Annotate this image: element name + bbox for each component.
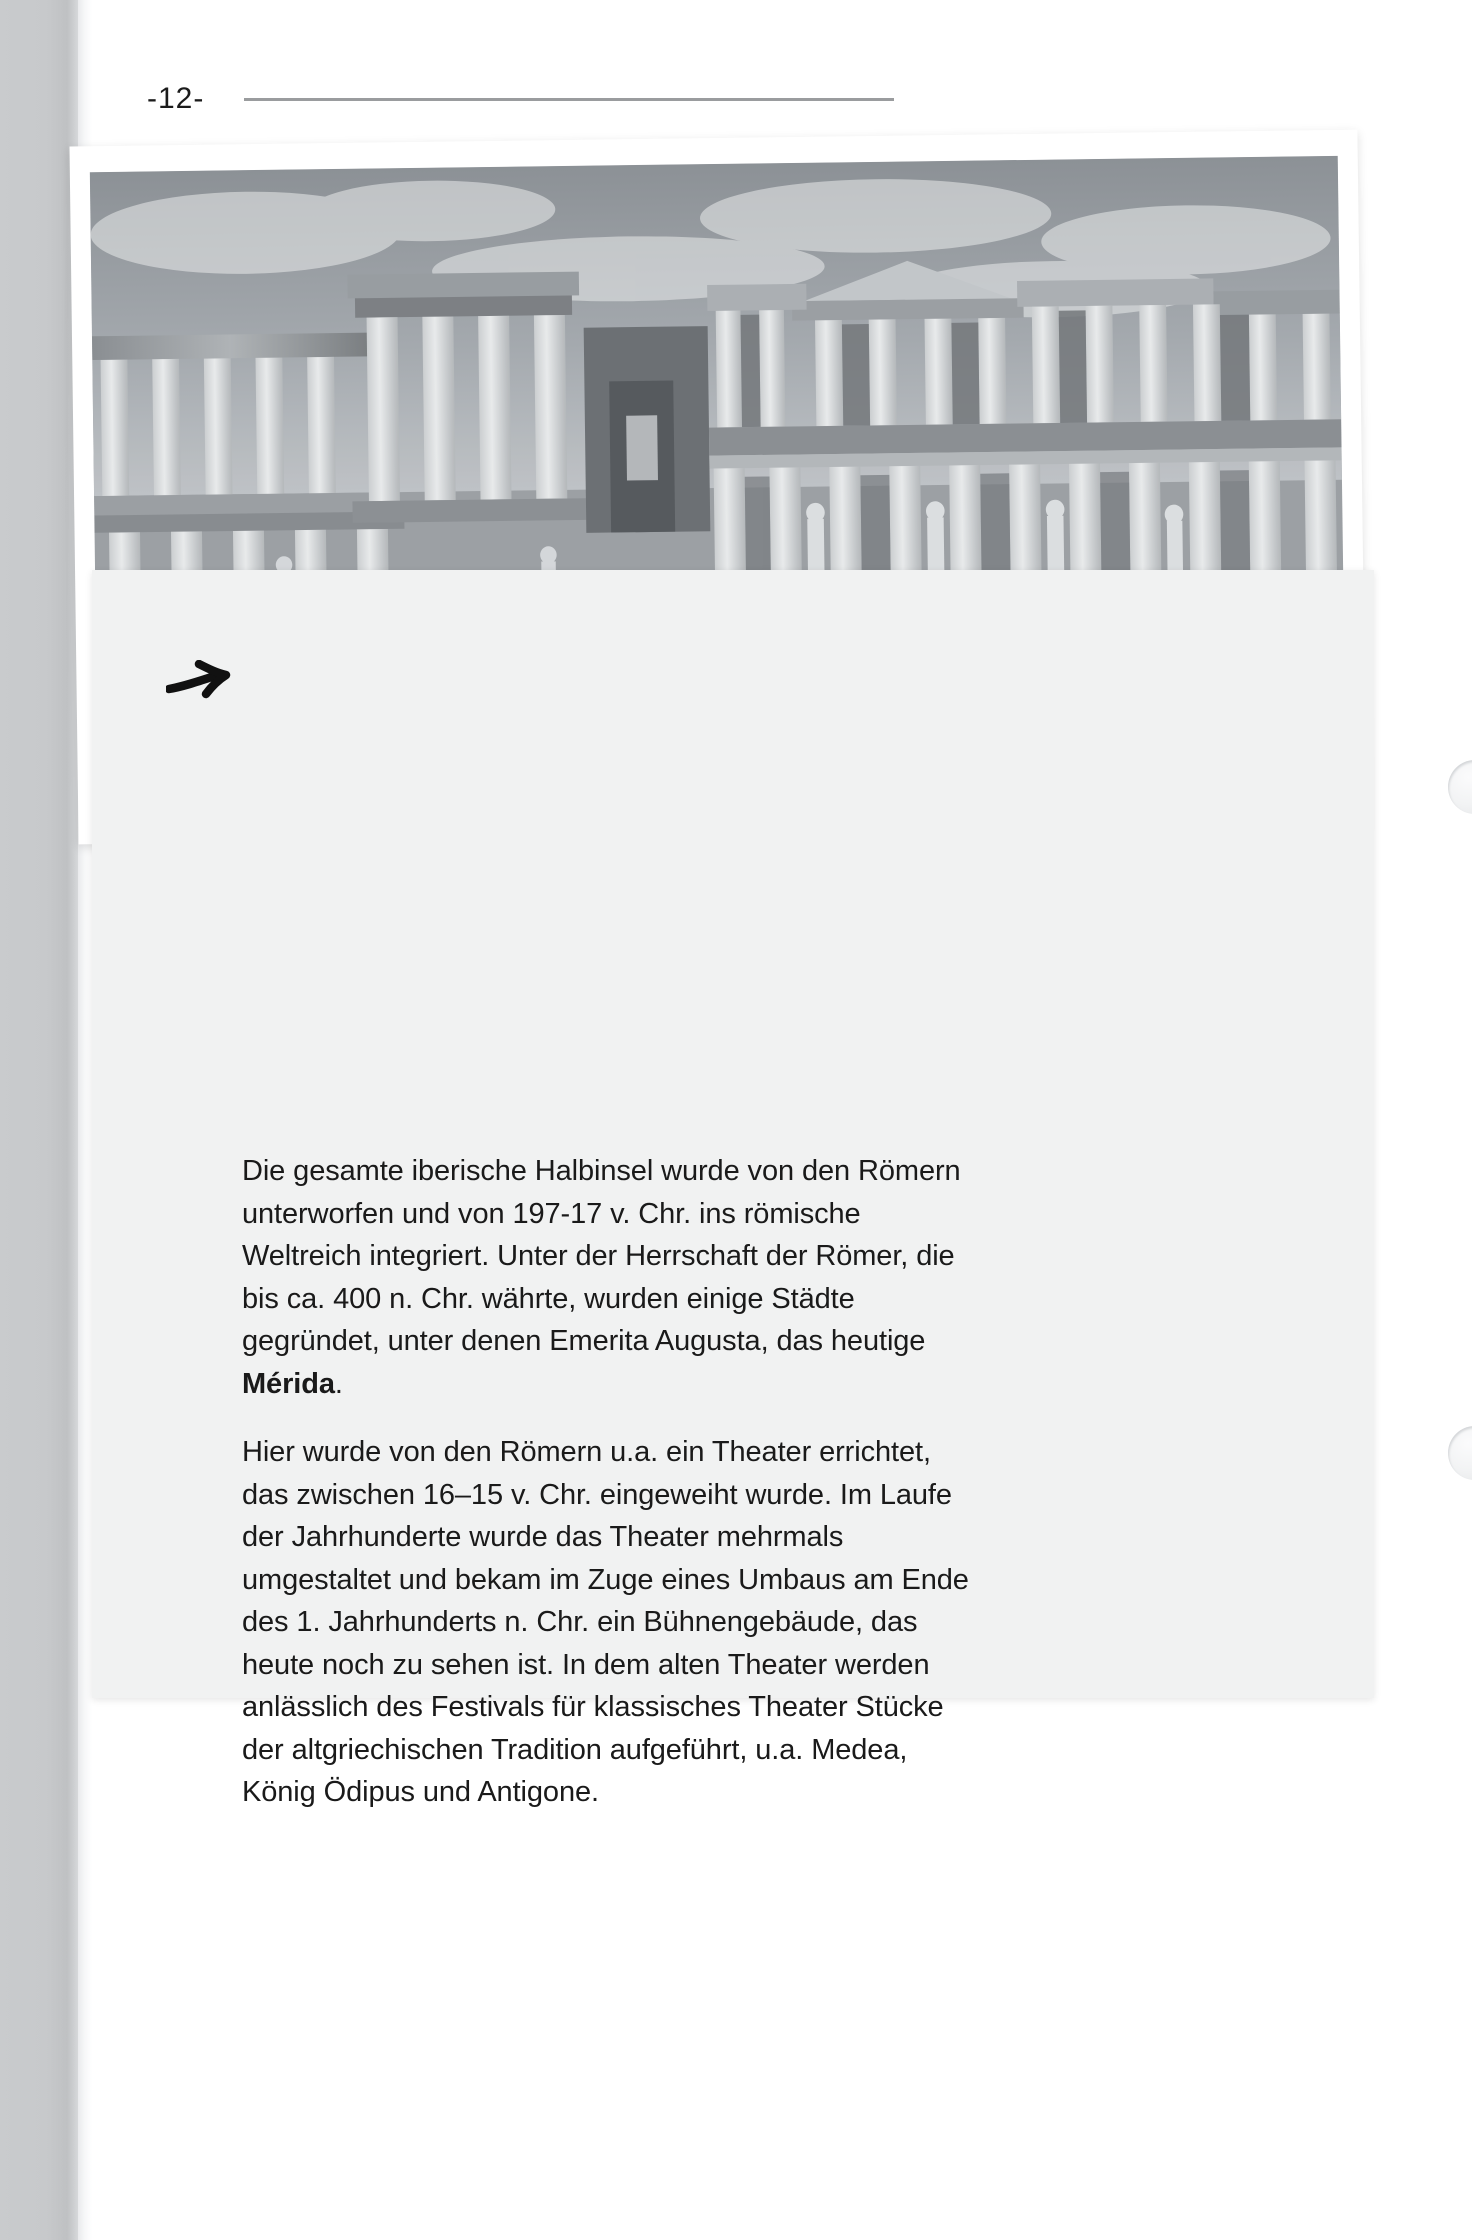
- text-run: .: [334, 1367, 343, 1400]
- text-run: Die gesamte iberische Halbinsel wurde von den Römern unterworfen und von 197-17 v. Chr. ins römische Weltreich integriert. Unter der Herrschaft der Römer, die bis ca. 400 n. Chr. währte, wurden einige Städte gegründet, unter denen Emerita Augusta, das heutige: [242, 1155, 961, 1357]
- page-number: -12-: [147, 82, 205, 115]
- arrow-right-glyph: [166, 660, 234, 700]
- ring-hole-bottom: [1448, 1426, 1472, 1480]
- header-rule: [244, 98, 894, 101]
- page-sheet: [92, 0, 1472, 2240]
- paragraph-1: [242, 1150, 972, 1405]
- binder-spine-strip: [0, 0, 78, 2240]
- emphasis-text: Mérida: [242, 1367, 335, 1400]
- page-header: [92, 0, 1472, 140]
- paragraph-2: [242, 1431, 972, 1814]
- text-run: Hier wurde von den Römern u.a. ein Theater errichtet, das zwischen 16–15 v. Chr. eingeweiht wurde. Im Laufe der Jahrhunderte wurde das Theater mehrmals umgestaltet und bekam im Zuge eines Umbaus am Ende des 1. Jahrhunderts n. Chr. ein Bühnengebäude, das heute noch zu sehen ist. In dem alten Theater werden anlässlich des Festivals für klassisches Theater Stücke der altgriechischen Tradition aufgeführt, u.a. Medea, König Ödipus und Antigone.: [242, 1436, 969, 1808]
- arrow-right-icon: [166, 660, 234, 700]
- body-text: [242, 1150, 972, 1814]
- ring-hole-top: [1448, 760, 1472, 814]
